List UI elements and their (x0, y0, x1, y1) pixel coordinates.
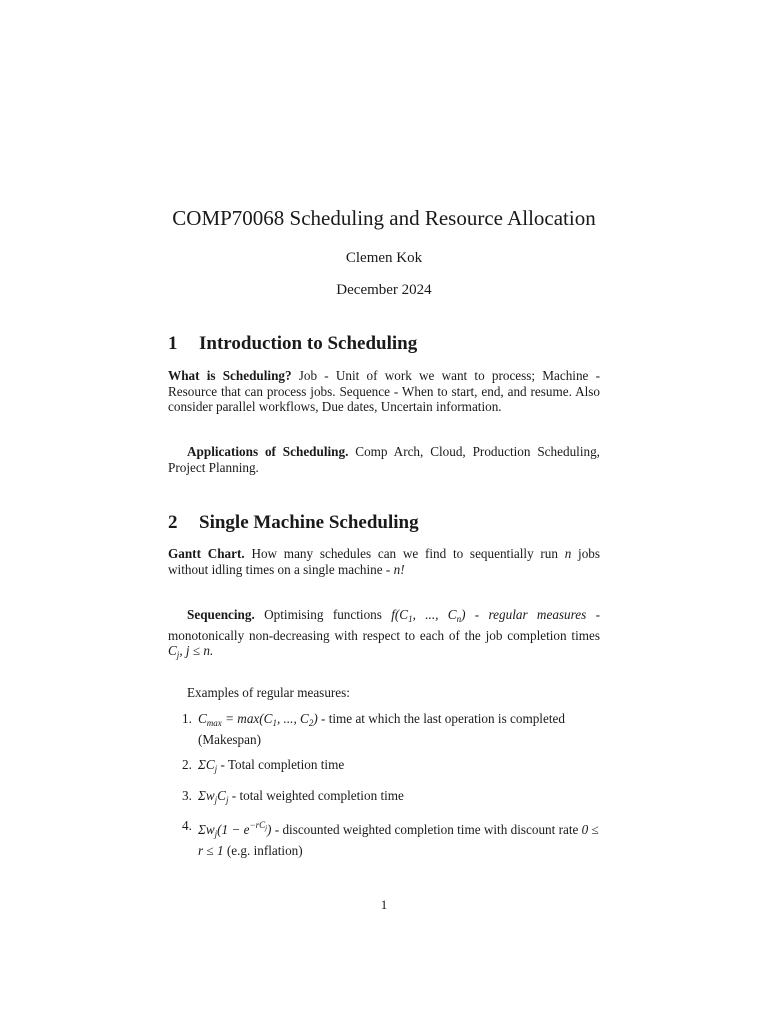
document-author: Clemen Kok (345, 250, 423, 266)
math-function: $f(C_1$, ..., $C_n$) (391, 607, 466, 624)
list-marker: 4. (182, 818, 192, 834)
list-item (168, 788, 600, 809)
paragraph-text: Comp Arch, Cloud, Production Scheduling, Project Planning. (168, 444, 600, 475)
math-completion-time: $C_j$ (168, 643, 180, 661)
paragraph-applications (168, 444, 600, 475)
section-number: 1 (168, 333, 178, 354)
list-marker: 2. (182, 757, 192, 773)
list-item (168, 711, 600, 747)
paragraph-what-is-scheduling (168, 368, 600, 415)
section-heading-introduction (168, 333, 600, 355)
list-marker: 1. (182, 711, 192, 726)
math-expression: $\Sigma w_j(1 - e^{-rC_j})$ (198, 820, 272, 840)
math-expression: $C_{max} = \max(C_1$, ..., $C_2$) (198, 711, 318, 728)
paragraph-sequencing (168, 607, 600, 664)
document-page (168, 0, 600, 1024)
math-var-n: n (564, 546, 572, 561)
list-item-text: (e.g. inflation) (223, 842, 303, 858)
list-item (168, 818, 600, 858)
document-title: COMP70068 Scheduling and Resource Allocation (172, 206, 596, 230)
math-factorial: n! (393, 561, 405, 577)
examples-list (168, 711, 600, 869)
paragraph-heading: Applications of Scheduling. (187, 444, 349, 459)
paragraph-text: - monotonically non-decreasing with respect to each of the job completion times (168, 607, 600, 643)
page-number: 1 (380, 897, 388, 912)
list-item-text: - discounted weighted completion time with discount rate (271, 822, 579, 838)
section-heading-single-machine (168, 512, 600, 534)
paragraph-heading: Gantt Chart. (168, 546, 245, 561)
list-item-text: - time at which the last operation is completed (Makespan) (198, 711, 565, 747)
paragraph-examples-intro: Examples of regular measures: (187, 685, 350, 700)
math-condition: , j ≤ n. (179, 643, 214, 659)
list-item (168, 757, 600, 778)
paragraph-heading: What is Scheduling? (168, 368, 292, 383)
paragraph-text: Optimising functions (264, 607, 382, 622)
math-expression: $\Sigma C_j$ (198, 757, 218, 775)
list-marker: 3. (182, 787, 192, 803)
paragraph-heading: Sequencing. (187, 607, 255, 622)
paragraph-text: Job - Unit of work we want to process; Machine - Resource that can process jobs. Sequence - When to start, end, and resume. Also consider parallel workflows, Due dates, Uncertain information. (168, 368, 600, 415)
list-item-text: - Total completion time (217, 757, 345, 773)
section-title: Single Machine Scheduling (199, 512, 419, 533)
emphasis-regular-measures: regular measures (488, 607, 587, 622)
paragraph-text: jobs without idling times on a single machine - (168, 546, 601, 577)
paragraph-gantt-chart (168, 546, 600, 577)
document-date: December 2024 (336, 282, 432, 298)
section-title: Introduction to Scheduling (199, 333, 418, 354)
section-number: 2 (168, 512, 178, 533)
math-expression: $\Sigma w_jC_j$ (198, 787, 229, 805)
paragraph-text: How many schedules can we find to sequentially run (251, 546, 558, 561)
list-item-text: - total weighted completion time (228, 787, 404, 803)
paragraph-text: - (465, 607, 489, 622)
math-condition: 0 ≤ r ≤ 1 (198, 822, 599, 858)
